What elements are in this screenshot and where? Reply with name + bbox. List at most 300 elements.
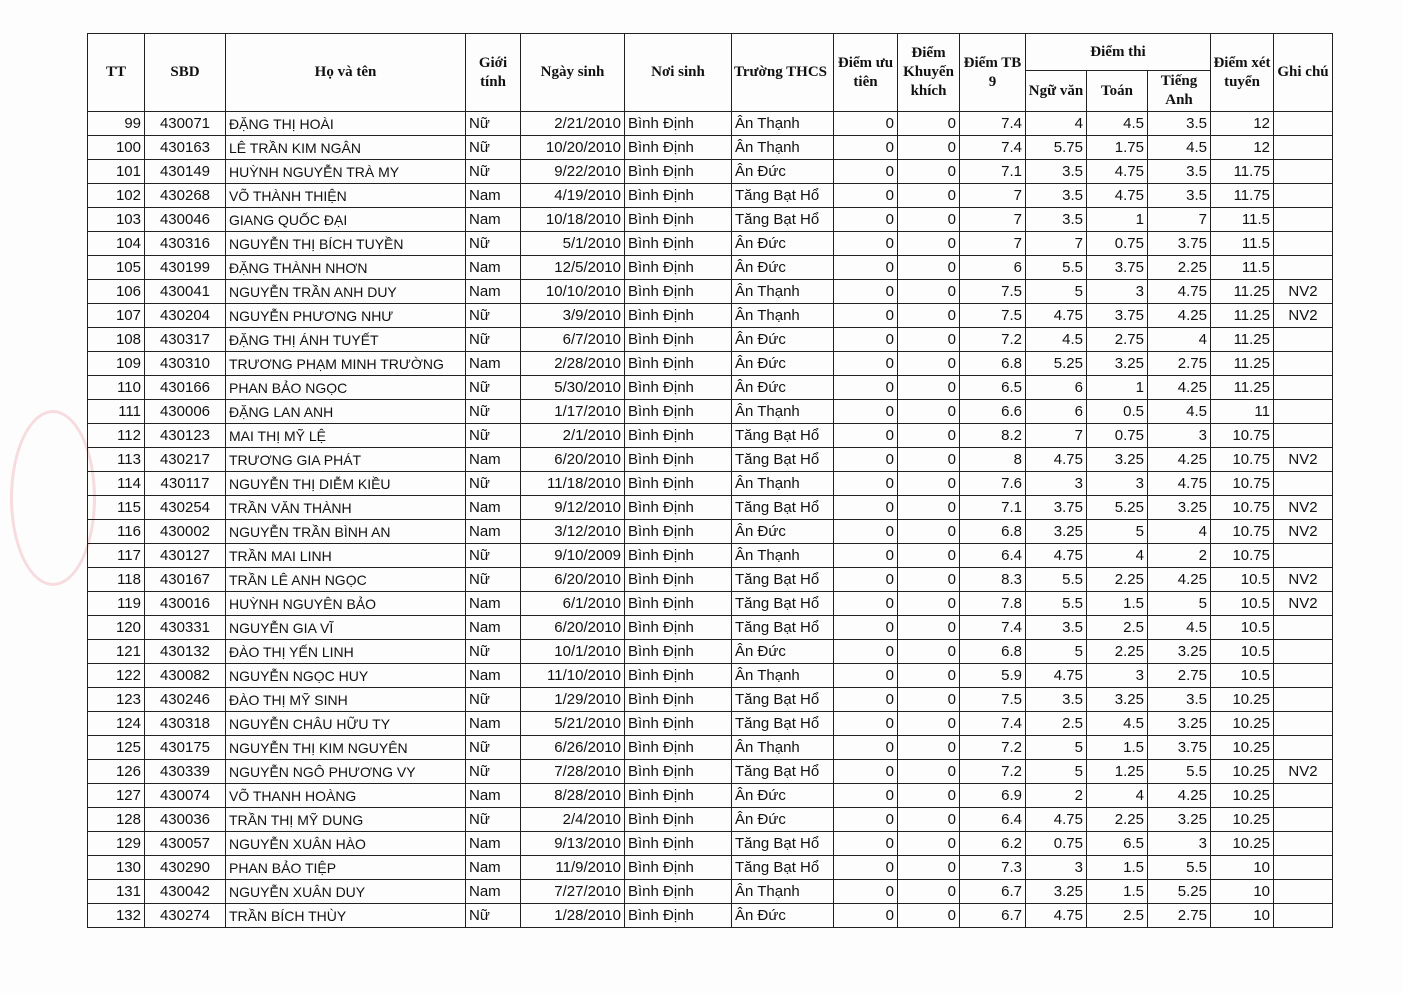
cell-name: GIANG QUỐC ĐẠI xyxy=(226,208,466,232)
cell-admission: 11 xyxy=(1211,400,1274,424)
cell-encourage: 0 xyxy=(898,832,960,856)
cell-tt: 131 xyxy=(88,880,145,904)
cell-math: 5.25 xyxy=(1087,496,1148,520)
cell-tb9: 7.1 xyxy=(960,496,1026,520)
cell-tb9: 7 xyxy=(960,208,1026,232)
cell-english: 3.5 xyxy=(1148,160,1211,184)
cell-sbd: 430002 xyxy=(145,520,226,544)
cell-tb9: 7.8 xyxy=(960,592,1026,616)
cell-birthplace: Bình Định xyxy=(625,256,732,280)
cell-english: 4.5 xyxy=(1148,616,1211,640)
cell-english: 5.5 xyxy=(1148,856,1211,880)
cell-admission: 11.25 xyxy=(1211,304,1274,328)
cell-note xyxy=(1274,664,1333,688)
cell-priority: 0 xyxy=(834,232,898,256)
cell-name: NGUYỄN TRẦN ANH DUY xyxy=(226,280,466,304)
cell-gender: Nam xyxy=(466,280,521,304)
cell-literature: 3.75 xyxy=(1026,496,1087,520)
admission-results-sheet xyxy=(87,33,1333,928)
cell-sbd: 430274 xyxy=(145,904,226,928)
cell-literature: 6 xyxy=(1026,376,1087,400)
cell-admission: 11.25 xyxy=(1211,328,1274,352)
cell-dob: 10/20/2010 xyxy=(521,136,625,160)
cell-school: Ân Đức xyxy=(732,232,834,256)
header-note: Ghi chú xyxy=(1274,34,1333,112)
cell-note xyxy=(1274,736,1333,760)
header-school: Trường THCS xyxy=(732,34,834,112)
cell-priority: 0 xyxy=(834,856,898,880)
cell-encourage: 0 xyxy=(898,520,960,544)
cell-tb9: 6.8 xyxy=(960,640,1026,664)
cell-admission: 10.75 xyxy=(1211,472,1274,496)
cell-priority: 0 xyxy=(834,208,898,232)
cell-dob: 9/10/2009 xyxy=(521,544,625,568)
cell-admission: 12 xyxy=(1211,112,1274,136)
header-encourage: Điểm Khuyến khích xyxy=(898,34,960,112)
cell-tb9: 6.9 xyxy=(960,784,1026,808)
cell-birthplace: Bình Định xyxy=(625,568,732,592)
cell-tb9: 6.7 xyxy=(960,904,1026,928)
cell-math: 1 xyxy=(1087,376,1148,400)
cell-encourage: 0 xyxy=(898,184,960,208)
cell-tt: 105 xyxy=(88,256,145,280)
table-row xyxy=(88,472,1333,496)
cell-birthplace: Bình Định xyxy=(625,232,732,256)
cell-literature: 4.75 xyxy=(1026,664,1087,688)
cell-dob: 1/28/2010 xyxy=(521,904,625,928)
cell-encourage: 0 xyxy=(898,400,960,424)
cell-sbd: 430254 xyxy=(145,496,226,520)
table-row xyxy=(88,352,1333,376)
cell-name: HUỲNH NGUYỄN TRÀ MY xyxy=(226,160,466,184)
cell-literature: 2.5 xyxy=(1026,712,1087,736)
cell-admission: 11.5 xyxy=(1211,232,1274,256)
cell-priority: 0 xyxy=(834,256,898,280)
cell-priority: 0 xyxy=(834,592,898,616)
cell-tt: 100 xyxy=(88,136,145,160)
cell-math: 1.25 xyxy=(1087,760,1148,784)
cell-note xyxy=(1274,856,1333,880)
cell-gender: Nam xyxy=(466,784,521,808)
cell-literature: 3.5 xyxy=(1026,184,1087,208)
cell-birthplace: Bình Định xyxy=(625,184,732,208)
cell-sbd: 430204 xyxy=(145,304,226,328)
cell-admission: 11.75 xyxy=(1211,184,1274,208)
table-row xyxy=(88,712,1333,736)
cell-name: NGUYỄN THỊ KIM NGUYÊN xyxy=(226,736,466,760)
cell-tb9: 6.2 xyxy=(960,832,1026,856)
cell-school: Ân Thạnh xyxy=(732,472,834,496)
cell-note xyxy=(1274,160,1333,184)
cell-birthplace: Bình Định xyxy=(625,904,732,928)
cell-literature: 5.25 xyxy=(1026,352,1087,376)
cell-gender: Nữ xyxy=(466,376,521,400)
table-row xyxy=(88,568,1333,592)
cell-note xyxy=(1274,472,1333,496)
cell-dob: 7/28/2010 xyxy=(521,760,625,784)
cell-note xyxy=(1274,544,1333,568)
header-birthplace: Nơi sinh xyxy=(625,34,732,112)
cell-english: 4.5 xyxy=(1148,136,1211,160)
cell-math: 3.75 xyxy=(1087,256,1148,280)
cell-admission: 11.75 xyxy=(1211,160,1274,184)
cell-dob: 4/19/2010 xyxy=(521,184,625,208)
cell-name: VÕ THANH HOÀNG xyxy=(226,784,466,808)
cell-encourage: 0 xyxy=(898,496,960,520)
cell-gender: Nữ xyxy=(466,424,521,448)
cell-note: NV2 xyxy=(1274,304,1333,328)
cell-sbd: 430339 xyxy=(145,760,226,784)
cell-name: VÕ THÀNH THIỆN xyxy=(226,184,466,208)
cell-tb9: 7.1 xyxy=(960,160,1026,184)
cell-english: 3.75 xyxy=(1148,736,1211,760)
cell-encourage: 0 xyxy=(898,664,960,688)
cell-name: NGUYỄN NGỌC HUY xyxy=(226,664,466,688)
cell-dob: 1/29/2010 xyxy=(521,688,625,712)
cell-tb9: 7.2 xyxy=(960,760,1026,784)
cell-encourage: 0 xyxy=(898,448,960,472)
header-tb9: Điểm TB 9 xyxy=(960,34,1026,112)
cell-priority: 0 xyxy=(834,688,898,712)
cell-school: Ân Đức xyxy=(732,784,834,808)
cell-encourage: 0 xyxy=(898,424,960,448)
cell-name: TRẦN LÊ ANH NGỌC xyxy=(226,568,466,592)
cell-name: NGUYỄN THỊ DIỄM KIỀU xyxy=(226,472,466,496)
cell-priority: 0 xyxy=(834,136,898,160)
cell-encourage: 0 xyxy=(898,808,960,832)
cell-english: 5.25 xyxy=(1148,880,1211,904)
cell-literature: 4.75 xyxy=(1026,808,1087,832)
cell-gender: Nam xyxy=(466,448,521,472)
cell-gender: Nam xyxy=(466,832,521,856)
cell-tt: 113 xyxy=(88,448,145,472)
cell-dob: 11/18/2010 xyxy=(521,472,625,496)
cell-sbd: 430123 xyxy=(145,424,226,448)
table-row xyxy=(88,760,1333,784)
cell-math: 4.5 xyxy=(1087,112,1148,136)
cell-gender: Nữ xyxy=(466,640,521,664)
cell-tb9: 6.7 xyxy=(960,880,1026,904)
cell-birthplace: Bình Định xyxy=(625,448,732,472)
cell-gender: Nữ xyxy=(466,760,521,784)
cell-math: 4 xyxy=(1087,544,1148,568)
cell-admission: 11.5 xyxy=(1211,256,1274,280)
cell-name: TRƯƠNG GIA PHÁT xyxy=(226,448,466,472)
cell-note xyxy=(1274,688,1333,712)
cell-math: 4.75 xyxy=(1087,160,1148,184)
cell-priority: 0 xyxy=(834,424,898,448)
table-body xyxy=(88,112,1333,928)
cell-school: Ân Thạnh xyxy=(732,544,834,568)
cell-english: 3 xyxy=(1148,424,1211,448)
cell-english: 4.25 xyxy=(1148,568,1211,592)
cell-encourage: 0 xyxy=(898,472,960,496)
cell-name: MAI THỊ MỸ LỆ xyxy=(226,424,466,448)
cell-gender: Nữ xyxy=(466,112,521,136)
cell-priority: 0 xyxy=(834,520,898,544)
cell-sbd: 430057 xyxy=(145,832,226,856)
cell-name: ĐẶNG THÀNH NHƠN xyxy=(226,256,466,280)
cell-english: 4.75 xyxy=(1148,472,1211,496)
cell-name: TRẦN BÍCH THÙY xyxy=(226,904,466,928)
cell-admission: 10.5 xyxy=(1211,664,1274,688)
cell-birthplace: Bình Định xyxy=(625,760,732,784)
cell-priority: 0 xyxy=(834,904,898,928)
cell-school: Ân Thạnh xyxy=(732,304,834,328)
cell-literature: 4.75 xyxy=(1026,904,1087,928)
cell-sbd: 430041 xyxy=(145,280,226,304)
results-table xyxy=(87,33,1333,928)
cell-english: 4.25 xyxy=(1148,304,1211,328)
cell-dob: 5/21/2010 xyxy=(521,712,625,736)
cell-english: 4.5 xyxy=(1148,400,1211,424)
cell-encourage: 0 xyxy=(898,112,960,136)
cell-encourage: 0 xyxy=(898,904,960,928)
cell-dob: 9/12/2010 xyxy=(521,496,625,520)
cell-school: Ân Thạnh xyxy=(732,736,834,760)
table-row xyxy=(88,520,1333,544)
cell-school: Tăng Bạt Hổ xyxy=(732,760,834,784)
cell-literature: 3.5 xyxy=(1026,208,1087,232)
cell-tt: 129 xyxy=(88,832,145,856)
cell-admission: 11.5 xyxy=(1211,208,1274,232)
cell-dob: 11/10/2010 xyxy=(521,664,625,688)
cell-tt: 102 xyxy=(88,184,145,208)
cell-encourage: 0 xyxy=(898,712,960,736)
cell-tt: 126 xyxy=(88,760,145,784)
cell-priority: 0 xyxy=(834,472,898,496)
cell-english: 5 xyxy=(1148,592,1211,616)
cell-literature: 5 xyxy=(1026,280,1087,304)
table-header xyxy=(88,34,1333,112)
cell-note xyxy=(1274,400,1333,424)
cell-english: 3.75 xyxy=(1148,232,1211,256)
cell-gender: Nữ xyxy=(466,736,521,760)
cell-priority: 0 xyxy=(834,616,898,640)
cell-literature: 5.5 xyxy=(1026,256,1087,280)
cell-school: Tăng Bạt Hổ xyxy=(732,712,834,736)
cell-math: 2.5 xyxy=(1087,904,1148,928)
cell-birthplace: Bình Định xyxy=(625,136,732,160)
cell-admission: 11.25 xyxy=(1211,352,1274,376)
cell-english: 3.25 xyxy=(1148,640,1211,664)
cell-math: 5 xyxy=(1087,520,1148,544)
cell-literature: 5 xyxy=(1026,640,1087,664)
cell-name: PHAN BẢO NGỌC xyxy=(226,376,466,400)
cell-birthplace: Bình Định xyxy=(625,784,732,808)
cell-priority: 0 xyxy=(834,328,898,352)
cell-birthplace: Bình Định xyxy=(625,472,732,496)
cell-gender: Nam xyxy=(466,616,521,640)
cell-note: NV2 xyxy=(1274,592,1333,616)
cell-english: 3.25 xyxy=(1148,808,1211,832)
cell-gender: Nữ xyxy=(466,472,521,496)
cell-gender: Nam xyxy=(466,184,521,208)
cell-tb9: 7 xyxy=(960,232,1026,256)
cell-sbd: 430074 xyxy=(145,784,226,808)
cell-priority: 0 xyxy=(834,760,898,784)
cell-literature: 4.75 xyxy=(1026,304,1087,328)
cell-math: 3 xyxy=(1087,472,1148,496)
cell-dob: 6/7/2010 xyxy=(521,328,625,352)
cell-math: 3.25 xyxy=(1087,352,1148,376)
cell-math: 2.5 xyxy=(1087,616,1148,640)
cell-dob: 6/20/2010 xyxy=(521,568,625,592)
cell-literature: 7 xyxy=(1026,424,1087,448)
cell-school: Ân Thạnh xyxy=(732,664,834,688)
cell-encourage: 0 xyxy=(898,760,960,784)
cell-note xyxy=(1274,808,1333,832)
cell-dob: 10/1/2010 xyxy=(521,640,625,664)
cell-tt: 121 xyxy=(88,640,145,664)
cell-math: 0.75 xyxy=(1087,232,1148,256)
cell-tb9: 7.4 xyxy=(960,712,1026,736)
cell-birthplace: Bình Định xyxy=(625,664,732,688)
cell-school: Tăng Bạt Hổ xyxy=(732,592,834,616)
cell-english: 2 xyxy=(1148,544,1211,568)
cell-math: 3.75 xyxy=(1087,304,1148,328)
cell-note xyxy=(1274,880,1333,904)
cell-note xyxy=(1274,376,1333,400)
cell-birthplace: Bình Định xyxy=(625,808,732,832)
cell-encourage: 0 xyxy=(898,880,960,904)
cell-birthplace: Bình Định xyxy=(625,712,732,736)
cell-dob: 8/28/2010 xyxy=(521,784,625,808)
cell-math: 1 xyxy=(1087,208,1148,232)
cell-tb9: 7.2 xyxy=(960,328,1026,352)
cell-note: NV2 xyxy=(1274,568,1333,592)
cell-english: 7 xyxy=(1148,208,1211,232)
cell-dob: 6/1/2010 xyxy=(521,592,625,616)
table-row xyxy=(88,448,1333,472)
cell-admission: 10.75 xyxy=(1211,424,1274,448)
cell-admission: 10.5 xyxy=(1211,616,1274,640)
cell-priority: 0 xyxy=(834,544,898,568)
cell-birthplace: Bình Định xyxy=(625,736,732,760)
cell-tb9: 6.8 xyxy=(960,520,1026,544)
cell-sbd: 430071 xyxy=(145,112,226,136)
cell-birthplace: Bình Định xyxy=(625,544,732,568)
cell-school: Tăng Bạt Hổ xyxy=(732,832,834,856)
cell-english: 5.5 xyxy=(1148,760,1211,784)
cell-math: 3 xyxy=(1087,664,1148,688)
cell-birthplace: Bình Định xyxy=(625,328,732,352)
cell-tb9: 6 xyxy=(960,256,1026,280)
cell-note xyxy=(1274,208,1333,232)
cell-tt: 110 xyxy=(88,376,145,400)
cell-tb9: 6.4 xyxy=(960,808,1026,832)
cell-gender: Nữ xyxy=(466,568,521,592)
cell-name: NGUYỄN GIA VĨ xyxy=(226,616,466,640)
cell-gender: Nam xyxy=(466,496,521,520)
cell-math: 2.25 xyxy=(1087,808,1148,832)
cell-birthplace: Bình Định xyxy=(625,880,732,904)
cell-admission: 10.25 xyxy=(1211,832,1274,856)
cell-literature: 4.75 xyxy=(1026,448,1087,472)
cell-school: Ân Đức xyxy=(732,352,834,376)
cell-birthplace: Bình Định xyxy=(625,496,732,520)
cell-literature: 3.5 xyxy=(1026,688,1087,712)
cell-tb9: 6.8 xyxy=(960,352,1026,376)
cell-priority: 0 xyxy=(834,112,898,136)
cell-admission: 10.25 xyxy=(1211,784,1274,808)
cell-priority: 0 xyxy=(834,280,898,304)
cell-sbd: 430166 xyxy=(145,376,226,400)
cell-priority: 0 xyxy=(834,880,898,904)
cell-encourage: 0 xyxy=(898,592,960,616)
cell-encourage: 0 xyxy=(898,136,960,160)
cell-math: 2.25 xyxy=(1087,640,1148,664)
cell-birthplace: Bình Định xyxy=(625,616,732,640)
cell-sbd: 430310 xyxy=(145,352,226,376)
cell-birthplace: Bình Định xyxy=(625,856,732,880)
cell-math: 0.75 xyxy=(1087,424,1148,448)
cell-birthplace: Bình Định xyxy=(625,112,732,136)
cell-name: TRƯƠNG PHẠM MINH TRƯỜNG xyxy=(226,352,466,376)
cell-note xyxy=(1274,424,1333,448)
cell-gender: Nữ xyxy=(466,136,521,160)
cell-school: Tăng Bạt Hổ xyxy=(732,424,834,448)
cell-encourage: 0 xyxy=(898,616,960,640)
cell-dob: 12/5/2010 xyxy=(521,256,625,280)
cell-literature: 5 xyxy=(1026,736,1087,760)
cell-priority: 0 xyxy=(834,496,898,520)
cell-tt: 125 xyxy=(88,736,145,760)
cell-sbd: 430036 xyxy=(145,808,226,832)
cell-dob: 1/17/2010 xyxy=(521,400,625,424)
header-sbd: SBD xyxy=(145,34,226,112)
cell-literature: 0.75 xyxy=(1026,832,1087,856)
cell-admission: 11.25 xyxy=(1211,376,1274,400)
cell-dob: 2/28/2010 xyxy=(521,352,625,376)
cell-encourage: 0 xyxy=(898,160,960,184)
cell-gender: Nữ xyxy=(466,232,521,256)
table-row xyxy=(88,640,1333,664)
cell-note xyxy=(1274,616,1333,640)
cell-dob: 5/30/2010 xyxy=(521,376,625,400)
cell-math: 4.75 xyxy=(1087,184,1148,208)
cell-dob: 5/1/2010 xyxy=(521,232,625,256)
cell-school: Tăng Bạt Hổ xyxy=(732,184,834,208)
cell-note: NV2 xyxy=(1274,280,1333,304)
table-row xyxy=(88,160,1333,184)
table-row xyxy=(88,736,1333,760)
cell-tb9: 7.4 xyxy=(960,112,1026,136)
cell-gender: Nam xyxy=(466,880,521,904)
cell-note xyxy=(1274,904,1333,928)
cell-birthplace: Bình Định xyxy=(625,520,732,544)
cell-tb9: 5.9 xyxy=(960,664,1026,688)
cell-tb9: 6.4 xyxy=(960,544,1026,568)
cell-admission: 10 xyxy=(1211,880,1274,904)
cell-priority: 0 xyxy=(834,736,898,760)
cell-dob: 3/12/2010 xyxy=(521,520,625,544)
cell-birthplace: Bình Định xyxy=(625,352,732,376)
cell-admission: 10.75 xyxy=(1211,544,1274,568)
cell-literature: 5.5 xyxy=(1026,592,1087,616)
cell-sbd: 430127 xyxy=(145,544,226,568)
cell-tt: 109 xyxy=(88,352,145,376)
cell-literature: 3.5 xyxy=(1026,616,1087,640)
cell-sbd: 430268 xyxy=(145,184,226,208)
cell-name: PHAN BẢO TIỆP xyxy=(226,856,466,880)
cell-dob: 10/18/2010 xyxy=(521,208,625,232)
cell-english: 4.25 xyxy=(1148,376,1211,400)
cell-school: Tăng Bạt Hổ xyxy=(732,208,834,232)
cell-sbd: 430117 xyxy=(145,472,226,496)
cell-english: 2.75 xyxy=(1148,904,1211,928)
table-row xyxy=(88,376,1333,400)
